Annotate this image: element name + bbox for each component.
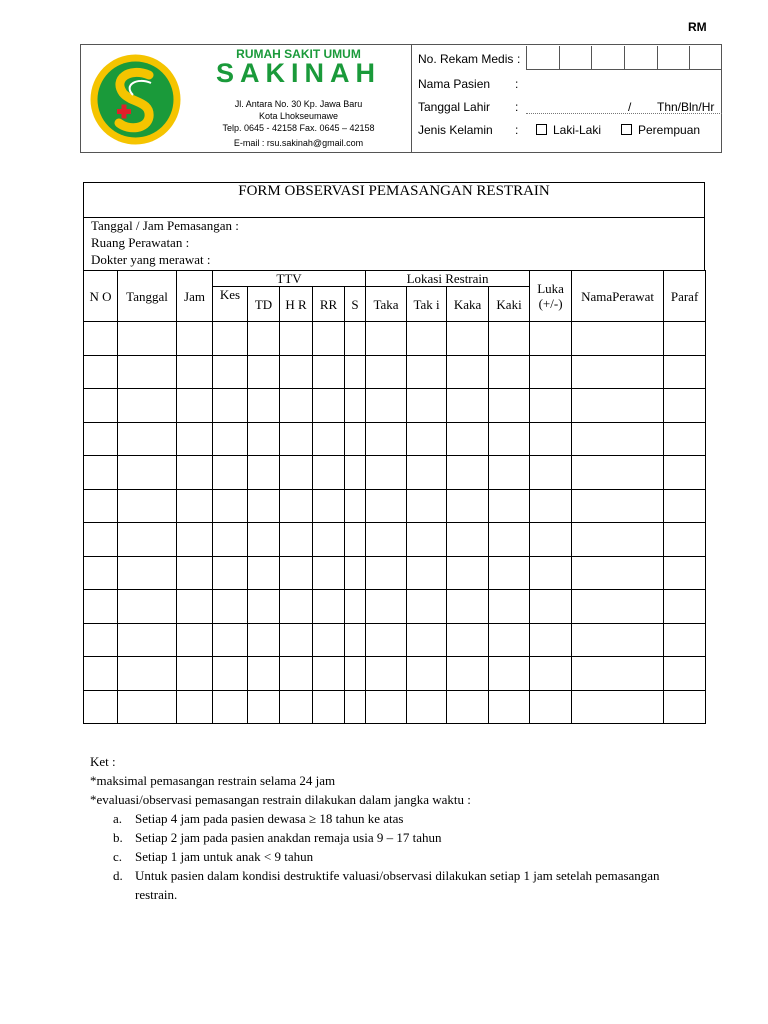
table-cell[interactable] [530,355,572,389]
table-cell[interactable] [530,590,572,624]
table-cell[interactable] [313,422,345,456]
table-cell[interactable] [118,456,177,490]
table-row [84,456,706,490]
table-cell[interactable] [407,322,447,356]
rm-digit-box[interactable] [624,46,657,70]
table-cell[interactable] [84,690,118,724]
hospital-name: SAKINAH [215,58,381,88]
col-kes: Kes [213,287,248,322]
table-cell[interactable] [489,389,530,423]
table-cell[interactable] [407,355,447,389]
table-cell[interactable] [118,523,177,557]
table-cell[interactable] [248,690,280,724]
table-cell[interactable] [572,623,664,657]
col-lokasi: Lokasi Restrain [366,271,530,287]
observation-table [83,270,706,724]
table-cell[interactable] [407,590,447,624]
table-cell[interactable] [345,590,366,624]
table-cell[interactable] [345,322,366,356]
notes-line-1: *maksimal pemasangan restrain selama 24 jam [90,773,336,788]
table-cell[interactable] [489,489,530,523]
table-cell[interactable] [572,489,664,523]
table-cell[interactable] [530,422,572,456]
table-cell[interactable] [664,489,706,523]
table-cell[interactable] [313,456,345,490]
table-cell[interactable] [407,456,447,490]
rm-number-boxes[interactable] [526,46,722,70]
gender-label: Jenis Kelamin [418,123,493,137]
patient-name-label: Nama Pasien [418,77,491,91]
table-cell[interactable] [447,690,489,724]
hospital-email: E-mail : rsu.sakinah@gmail.com [233,138,364,148]
table-cell[interactable] [313,389,345,423]
dob-slash: / [628,100,632,114]
table-cell[interactable] [280,489,313,523]
table-cell[interactable] [664,456,706,490]
rm-digit-box[interactable] [689,46,722,70]
notes-heading: Ket : [90,754,116,769]
table-cell[interactable] [177,523,213,557]
notes-item-text: Untuk pasien dalam kondisi destruktife valuasi/observasi dilakukan setiap 1 jam setelah pemasangan restrain. [135,868,660,902]
notes-item-label: c. [113,849,123,864]
table-cell[interactable] [447,389,489,423]
table-cell[interactable] [489,322,530,356]
table-cell[interactable] [248,523,280,557]
table-cell[interactable] [530,623,572,657]
notes-item-text: Setiap 1 jam untuk anak < 9 tahun [135,849,314,864]
table-cell[interactable] [248,389,280,423]
table-cell[interactable] [447,489,489,523]
table-cell[interactable] [366,623,407,657]
table-cell[interactable] [280,322,313,356]
table-cell[interactable] [280,523,313,557]
col-tanggal: Tanggal [118,271,177,322]
table-cell[interactable] [248,657,280,691]
table-cell[interactable] [248,623,280,657]
table-cell[interactable] [530,322,572,356]
table-cell[interactable] [345,489,366,523]
col-kaki: Kaki [489,287,530,322]
notes-item [90,828,690,847]
table-cell[interactable] [84,623,118,657]
table-row [84,489,706,523]
table-cell[interactable] [530,523,572,557]
table-cell[interactable] [572,422,664,456]
table-cell[interactable] [345,355,366,389]
table-cell[interactable] [345,523,366,557]
table-cell[interactable] [345,690,366,724]
table-cell[interactable] [345,556,366,590]
table-cell[interactable] [118,355,177,389]
table-cell[interactable] [572,556,664,590]
table-cell[interactable] [84,523,118,557]
col-rr: RR [313,287,345,322]
col-paraf: Paraf [664,271,706,322]
table-cell[interactable] [366,489,407,523]
table-row [84,690,706,724]
notes-item-text: Setiap 2 jam pada pasien anakdan remaja usia 9 – 17 tahun [135,830,442,845]
table-cell[interactable] [447,657,489,691]
table-cell[interactable] [118,489,177,523]
table-cell[interactable] [366,523,407,557]
table-cell[interactable] [572,389,664,423]
hospital-address-1: Jl. Antara No. 30 Kp. Jawa Baru [234,99,363,109]
notes-item-label: b. [113,830,123,845]
table-cell[interactable] [84,556,118,590]
table-cell[interactable] [345,422,366,456]
dob-format: Thn/Bln/Hr [657,100,715,114]
table-cell[interactable] [177,556,213,590]
table-cell[interactable] [447,355,489,389]
patient-name-colon: : [515,77,519,91]
table-cell[interactable] [213,657,248,691]
table-cell[interactable] [248,322,280,356]
table-cell[interactable] [489,590,530,624]
dob-colon: : [515,100,519,114]
corner-code: RM [688,20,707,34]
table-cell[interactable] [447,456,489,490]
table-cell[interactable] [447,523,489,557]
table-cell[interactable] [248,489,280,523]
table-cell[interactable] [366,690,407,724]
table-cell[interactable] [366,422,407,456]
notes-item [90,866,690,904]
col-luka: Luka (+/-) [530,271,572,322]
observation-form [83,182,705,724]
col-ttv: TTV [213,271,366,287]
table-cell[interactable] [84,422,118,456]
table-cell[interactable] [530,657,572,691]
table-cell[interactable] [213,556,248,590]
table-cell[interactable] [366,322,407,356]
table-row [84,322,706,356]
table-cell[interactable] [248,355,280,389]
table-cell[interactable] [313,657,345,691]
table-cell[interactable] [664,590,706,624]
table-cell[interactable] [177,690,213,724]
col-kaka: Kaka [447,287,489,322]
table-cell[interactable] [664,556,706,590]
table-cell[interactable] [664,322,706,356]
table-cell[interactable] [280,355,313,389]
table-row [84,657,706,691]
table-cell[interactable] [407,657,447,691]
table-cell[interactable] [345,623,366,657]
dob-label: Tanggal Lahir [418,100,491,114]
table-cell[interactable] [280,389,313,423]
table-cell[interactable] [664,523,706,557]
notes-item-label: a. [113,811,123,826]
table-row [84,523,706,557]
table-cell[interactable] [118,556,177,590]
table-cell[interactable] [530,556,572,590]
rm-digit-box[interactable] [559,46,592,70]
table-cell[interactable] [280,657,313,691]
table-cell[interactable] [489,556,530,590]
table-cell[interactable] [177,489,213,523]
col-taka: Taka [366,287,407,322]
col-taki: Tak i [407,287,447,322]
table-cell[interactable] [572,523,664,557]
table-row [84,389,706,423]
table-cell[interactable] [213,590,248,624]
notes [90,752,690,904]
table-cell[interactable] [489,456,530,490]
table-cell[interactable] [177,322,213,356]
table-cell[interactable] [447,556,489,590]
table-cell[interactable] [84,590,118,624]
table-cell[interactable] [313,322,345,356]
table-cell[interactable] [366,389,407,423]
table-cell[interactable] [407,623,447,657]
table-cell[interactable] [313,355,345,389]
table-cell[interactable] [213,456,248,490]
table-cell[interactable] [118,690,177,724]
notes-item [90,847,690,866]
table-cell[interactable] [664,422,706,456]
table-cell[interactable] [447,623,489,657]
table-cell[interactable] [177,657,213,691]
table-cell[interactable] [213,389,248,423]
table-cell[interactable] [248,422,280,456]
table-cell[interactable] [572,590,664,624]
table-cell[interactable] [530,690,572,724]
col-nama-perawat: NamaPerawat [572,271,664,322]
table-cell[interactable] [572,657,664,691]
table-cell[interactable] [84,456,118,490]
table-cell[interactable] [407,422,447,456]
table-cell[interactable] [118,657,177,691]
table-cell[interactable] [313,556,345,590]
table-cell[interactable] [213,422,248,456]
col-hr: H R [280,287,313,322]
table-cell[interactable] [177,623,213,657]
table-cell[interactable] [177,355,213,389]
hospital-identity [81,45,412,152]
table-cell[interactable] [118,623,177,657]
table-row [84,422,706,456]
table-cell[interactable] [280,590,313,624]
table-cell[interactable] [280,422,313,456]
notes-line-2: *evaluasi/observasi pemasangan restrain dilakukan dalam jangka waktu : [90,792,471,807]
table-cell[interactable] [366,556,407,590]
table-cell[interactable] [84,389,118,423]
table-cell[interactable] [280,456,313,490]
table-cell[interactable] [84,489,118,523]
rm-digit-box[interactable] [657,46,690,70]
table-cell[interactable] [489,623,530,657]
table-row [84,355,706,389]
table-cell[interactable] [366,355,407,389]
table-cell[interactable] [345,657,366,691]
header-box [80,44,722,153]
table-cell[interactable] [489,355,530,389]
table-cell[interactable] [407,690,447,724]
table-cell[interactable] [664,623,706,657]
notes-item [90,809,690,828]
col-s: S [345,287,366,322]
table-cell[interactable] [530,389,572,423]
col-td: TD [248,287,280,322]
table-cell[interactable] [489,523,530,557]
male-checkbox[interactable] [536,124,547,135]
table-cell[interactable] [84,322,118,356]
table-cell[interactable] [118,389,177,423]
form-info [83,217,705,270]
table-cell[interactable] [313,489,345,523]
table-cell[interactable] [177,422,213,456]
table-cell[interactable] [313,590,345,624]
hospital-logo-icon [89,53,182,146]
table-cell[interactable] [118,590,177,624]
table-cell[interactable] [447,422,489,456]
table-cell[interactable] [118,322,177,356]
table-cell[interactable] [84,355,118,389]
table-cell[interactable] [213,690,248,724]
notes-item-text: Setiap 4 jam pada pasien dewasa ≥ 18 tahun ke atas [135,811,404,826]
table-cell[interactable] [84,657,118,691]
table-cell[interactable] [177,389,213,423]
table-cell[interactable] [280,623,313,657]
info-doctor: Dokter yang merawat : [91,252,211,267]
rm-digit-box[interactable] [526,46,559,70]
table-cell[interactable] [213,355,248,389]
table-cell[interactable] [530,456,572,490]
table-cell[interactable] [248,456,280,490]
table-cell[interactable] [366,456,407,490]
table-cell[interactable] [248,590,280,624]
form-title: FORM OBSERVASI PEMASANGAN RESTRAIN [83,182,705,217]
info-installation-datetime: Tanggal / Jam Pemasangan : [91,218,239,233]
rm-label: No. Rekam Medis [418,52,514,66]
table-cell[interactable] [664,389,706,423]
hospital-phone: Telp. 0645 - 42158 Fax. 0645 – 42158 [222,123,375,133]
table-cell[interactable] [489,657,530,691]
male-label: Laki-Laki [553,123,602,137]
table-cell[interactable] [280,556,313,590]
table-cell[interactable] [447,322,489,356]
table-cell[interactable] [248,556,280,590]
table-cell[interactable] [407,556,447,590]
table-cell[interactable] [177,456,213,490]
table-cell[interactable] [530,489,572,523]
gender-colon: : [515,123,519,137]
table-cell[interactable] [489,422,530,456]
table-cell[interactable] [213,523,248,557]
hospital-type: RUMAH SAKIT UMUM [236,47,361,61]
table-cell[interactable] [345,456,366,490]
table-cell[interactable] [572,322,664,356]
table-cell[interactable] [664,690,706,724]
table-cell[interactable] [345,389,366,423]
female-label: Perempuan [638,123,701,137]
table-cell[interactable] [407,489,447,523]
rm-colon: : [517,52,521,66]
table-cell[interactable] [447,590,489,624]
info-ward: Ruang Perawatan : [91,235,190,250]
table-cell[interactable] [664,657,706,691]
table-cell[interactable] [664,355,706,389]
table-cell[interactable] [213,322,248,356]
table-cell[interactable] [572,690,664,724]
table-cell[interactable] [280,690,313,724]
table-cell[interactable] [118,422,177,456]
table-row [84,623,706,657]
table-cell[interactable] [572,355,664,389]
table-cell[interactable] [407,389,447,423]
female-checkbox[interactable] [621,124,632,135]
table-cell[interactable] [313,523,345,557]
table-cell[interactable] [489,690,530,724]
table-cell[interactable] [213,489,248,523]
col-jam: Jam [177,271,213,322]
rm-digit-box[interactable] [591,46,624,70]
table-cell[interactable] [366,657,407,691]
hospital-address-2: Kota Lhokseumawe [258,111,339,121]
table-cell[interactable] [407,523,447,557]
table-cell[interactable] [313,690,345,724]
table-cell[interactable] [366,590,407,624]
table-cell[interactable] [177,590,213,624]
notes-item-label: d. [113,868,123,883]
table-cell[interactable] [572,456,664,490]
table-row [84,556,706,590]
table-cell[interactable] [313,623,345,657]
col-no: N O [84,271,118,322]
table-cell[interactable] [213,623,248,657]
table-row [84,590,706,624]
